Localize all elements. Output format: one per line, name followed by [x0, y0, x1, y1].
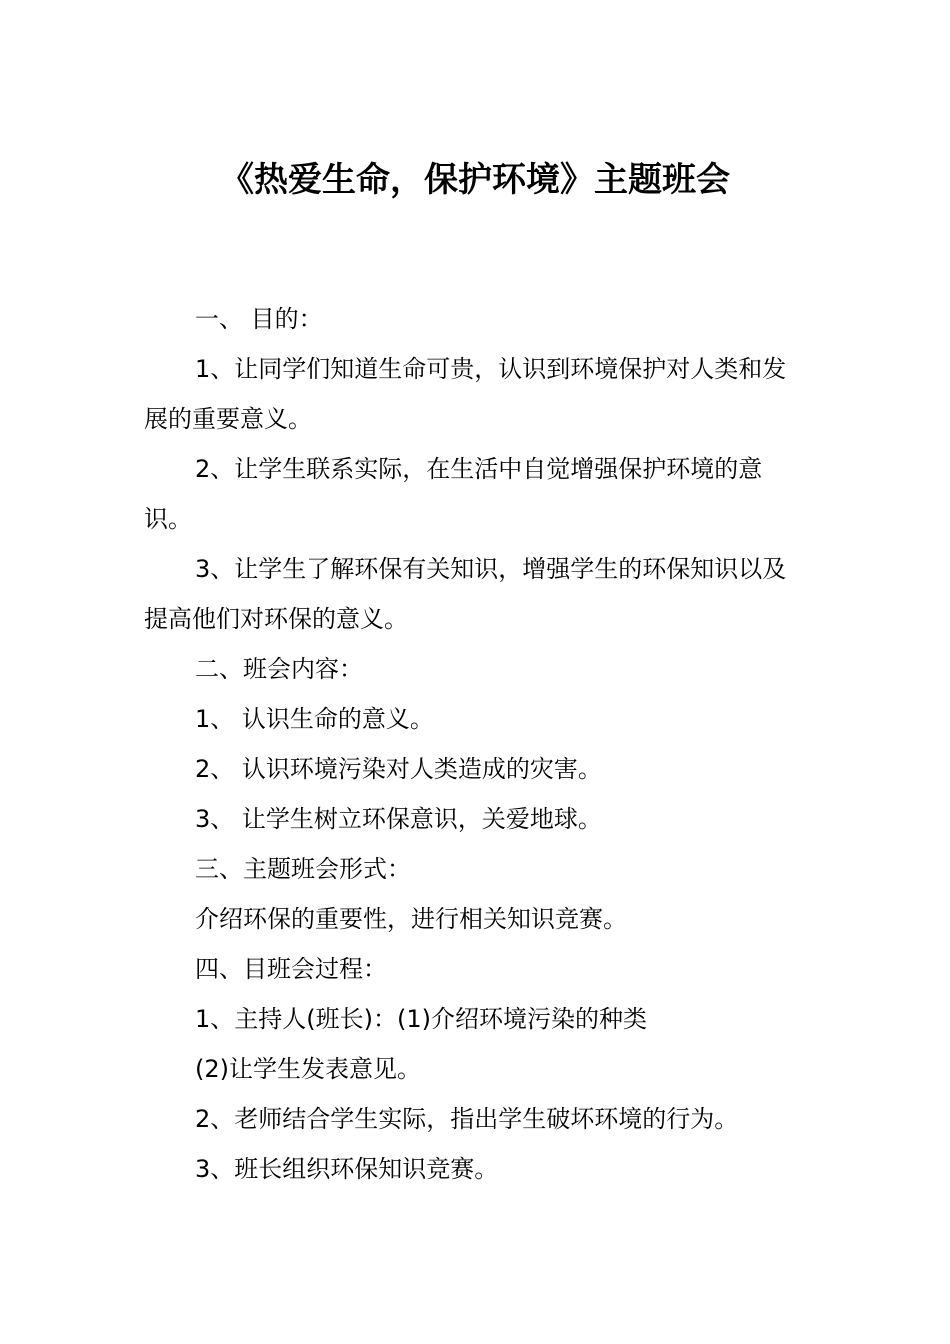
- section-heading-format: 三、主题班会形式：: [195, 855, 411, 883]
- process-item-1-sub-2: (2)让学生发表意见。: [195, 1055, 421, 1083]
- purpose-item-1: 1、让同学们知道生命可贵，认识到环境保护对人类和发展的重要意义。: [144, 355, 787, 433]
- process-item-2: 2、老师结合学生实际，指出学生破坏环境的行为。: [195, 1105, 739, 1133]
- content-item-2: 2、 认识环境污染对人类造成的灾害。: [195, 755, 602, 783]
- section-heading-purpose: 一、 目的：: [195, 305, 323, 333]
- section-heading-process: 四、目班会过程：: [195, 955, 387, 983]
- document-title: 《热爱生命，保护环境》主题班会: [220, 160, 730, 200]
- purpose-item-3: 3、让学生了解环保有关知识，增强学生的环保知识以及提高他们对环保的意义。: [144, 555, 787, 633]
- format-description: 介绍环保的重要性，进行相关知识竞赛。: [195, 905, 627, 933]
- content-item-3: 3、 让学生树立环保意识，关爱地球。: [195, 805, 602, 833]
- section-heading-content: 二、班会内容：: [195, 655, 363, 683]
- process-item-3: 3、班长组织环保知识竞赛。: [195, 1155, 499, 1183]
- document-body: [144, 294, 808, 1194]
- content-item-1: 1、 认识生命的意义。: [195, 705, 434, 733]
- purpose-item-2: 2、让学生联系实际，在生活中自觉增强保护环境的意识。: [144, 455, 763, 533]
- process-item-1: 1、主持人(班长)：(1)介绍环境污染的种类: [195, 1005, 647, 1033]
